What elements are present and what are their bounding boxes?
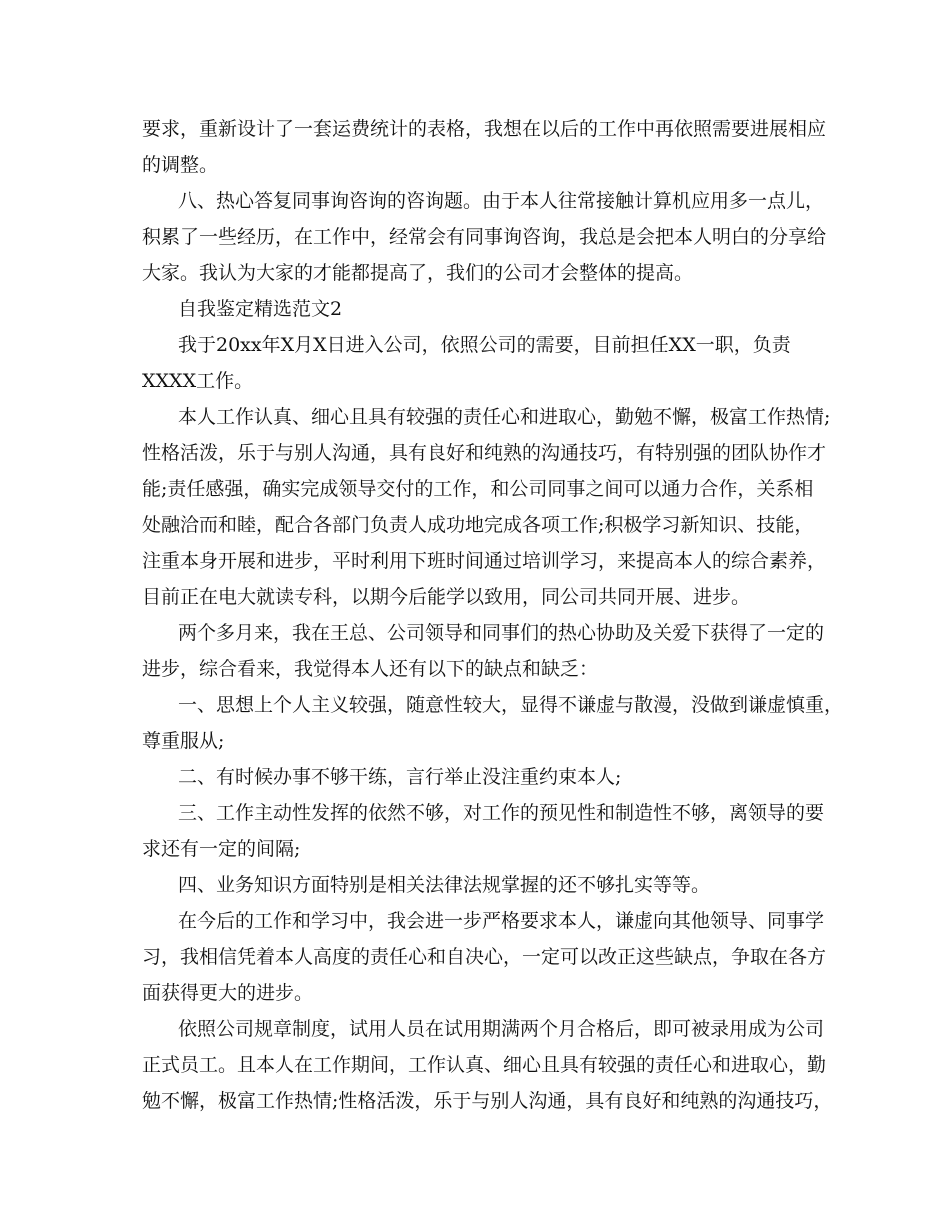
text-line: 二、有时候办事不够干练，言行举止没注重约束本人; xyxy=(178,766,622,788)
text-line: 求还有一定的间隔; xyxy=(142,838,301,860)
text-line: XXXX工作。 xyxy=(142,370,254,392)
text-line: 处融洽而和睦，配合各部门负责人成功地完成各项工作;积极学习新知识、技能， xyxy=(142,514,814,536)
text-line: 两个多月来，我在王总、公司领导和同事们的热心协助及关爱下获得了一定的 xyxy=(178,622,825,644)
text-line: 习，我相信凭着本人高度的责任心和自决心，一定可以改正这些缺点，争取在各方 xyxy=(142,946,827,968)
text-line: 勉不懈，极富工作热情;性格活泼，乐于与别人沟通，具有良好和纯熟的沟通技巧， xyxy=(142,1090,833,1112)
text-line: 四、业务知识方面特别是相关法律法规掌握的还不够扎实等等。 xyxy=(178,874,711,896)
text-line: 在今后的工作和学习中，我会进一步严格要求本人，谦虚向其他领导、同事学 xyxy=(178,910,825,932)
text-line: 面获得更大的进步。 xyxy=(142,982,314,1004)
text-line: 一、思想上个人主义较强，随意性较大，显得不谦虚与散漫，没做到谦虚慎重， xyxy=(178,694,844,716)
text-line: 性格活泼，乐于与别人沟通，具有良好和纯熟的沟通技巧，有特别强的团队协作才 xyxy=(142,442,827,464)
text-line: 的调整。 xyxy=(142,154,219,176)
text-line: 本人工作认真、细心且具有较强的责任心和进取心，勤勉不懈，极富工作热情; xyxy=(178,406,831,428)
text-line: 三、工作主动性发挥的依然不够，对工作的预见性和制造性不够，离领导的要 xyxy=(178,802,825,824)
section-heading: 自我鉴定精选范文2 xyxy=(178,298,343,320)
text-line: 注重本身开展和进步，平时利用下班时间通过培训学习，来提高本人的综合素养， xyxy=(142,550,827,572)
text-line: 尊重服从; xyxy=(142,730,225,752)
text-line: 要求，重新设计了一套运费统计的表格，我想在以后的工作中再依照需要进展相应 xyxy=(142,118,827,140)
text-line: 大家。我认为大家的才能都提高了，我们的公司才会整体的提高。 xyxy=(142,262,694,284)
text-line: 八、热心答复同事询咨询的咨询题。由于本人往常接触计算机应用多一点儿， xyxy=(178,190,825,212)
text-line: 正式员工。且本人在工作期间，工作认真、细心且具有较强的责任心和进取心，勤 xyxy=(142,1054,827,1076)
text-line: 依照公司规章制度，试用人员在试用期满两个月合格后，即可被录用成为公司 xyxy=(178,1018,825,1040)
text-line: 我于20xx年X月X日进入公司，依照公司的需要，目前担任XX一职，负责 xyxy=(178,334,791,356)
text-line: 能;责任感强，确实完成领导交付的工作，和公司同事之间可以通力合作，关系相 xyxy=(142,478,814,500)
text-line: 目前正在电大就读专科，以期今后能学以致用，同公司共同开展、进步。 xyxy=(142,586,751,608)
text-line: 积累了一些经历，在工作中，经常会有同事询咨询，我总是会把本人明白的分享给 xyxy=(142,226,827,248)
text-line: 进步，综合看来，我觉得本人还有以下的缺点和缺乏： xyxy=(142,658,599,680)
